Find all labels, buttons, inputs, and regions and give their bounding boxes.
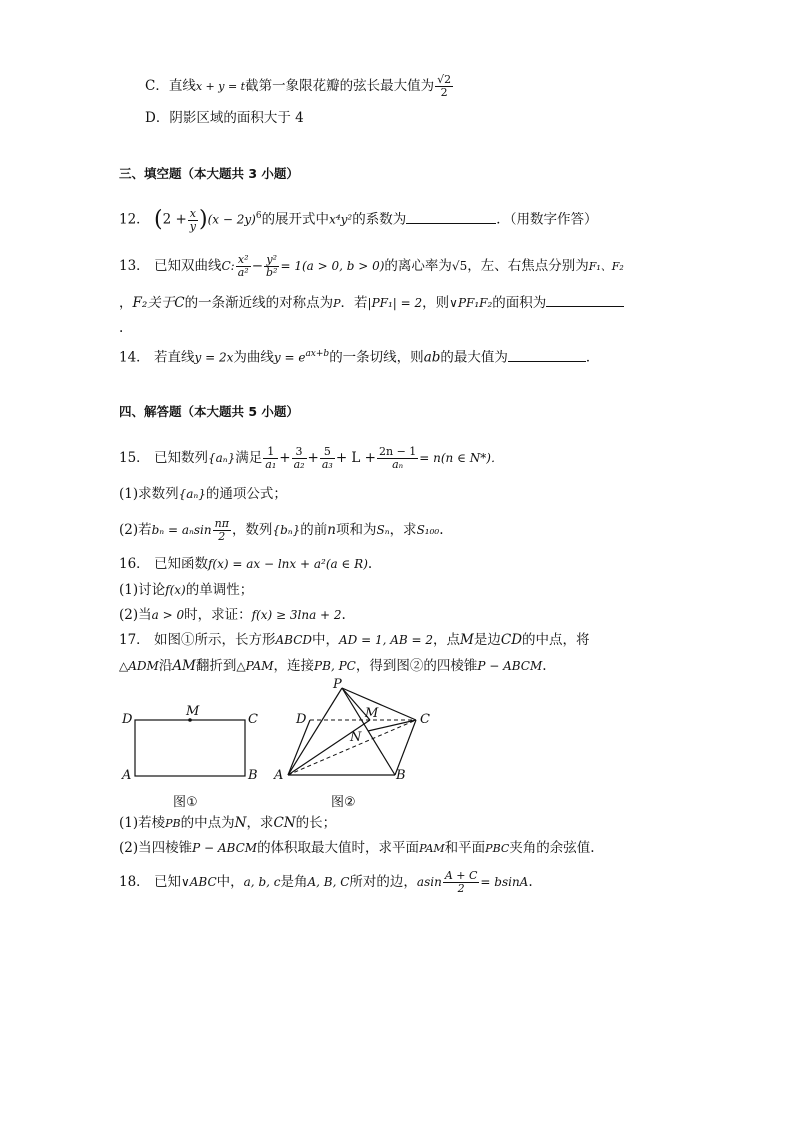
fraction bbox=[213, 518, 231, 543]
math-expr: AM bbox=[172, 658, 196, 674]
option-text: 阴影区域的面积大于 4 bbox=[169, 110, 304, 126]
frac-den: a₁ bbox=[265, 458, 277, 471]
frac-num: 3 bbox=[292, 446, 307, 459]
question-text: . bbox=[367, 556, 373, 572]
paren: ( bbox=[153, 207, 163, 232]
frac-den: y bbox=[189, 219, 196, 233]
question-text: 中， bbox=[312, 632, 339, 648]
question-text: 的一条渐近线的对称点为 bbox=[184, 295, 334, 311]
question-text: 的通项公式； bbox=[205, 486, 287, 502]
option-text: 直线 bbox=[168, 78, 196, 94]
fig1-label-a: A bbox=[122, 768, 132, 783]
math-expr: f(x) = ax − lnx + a²(a ∈ R) bbox=[207, 557, 368, 571]
frac-num: A + C bbox=[444, 869, 478, 882]
fig1-label-d: D bbox=[122, 712, 133, 727]
fraction bbox=[264, 254, 279, 279]
math-expr: A, B, C bbox=[307, 875, 350, 889]
math-expr: AD = 1, AB = 2 bbox=[339, 633, 434, 647]
question-17-part-2 bbox=[119, 838, 595, 859]
math-expr: (x − 2y) bbox=[207, 212, 256, 227]
question-text: ，左、右焦点分别为 bbox=[467, 258, 589, 274]
question-text: (1)若棱 bbox=[119, 815, 166, 831]
operator: − bbox=[251, 258, 263, 274]
math-expr: = n(n ∈ N*)． bbox=[419, 451, 503, 465]
math-expr: P − ABCM bbox=[477, 659, 543, 673]
math-expr: PB, PC bbox=[314, 659, 356, 673]
fraction bbox=[377, 446, 418, 471]
frac-den: b² bbox=[266, 266, 278, 279]
fig1-label-c: C bbox=[248, 712, 258, 727]
frac-den: aₙ bbox=[392, 458, 404, 471]
fig2-label-a: A bbox=[274, 768, 284, 783]
option-text: 截第一象限花瓣的弦长最大值为 bbox=[245, 78, 435, 94]
question-text: 的系数为 bbox=[352, 211, 407, 228]
fig2-label-n: N bbox=[350, 730, 362, 745]
rectangle-abcd bbox=[135, 720, 245, 776]
question-text: 沿 bbox=[158, 658, 173, 674]
frac-num: √2 bbox=[437, 73, 452, 86]
fig2-label-p: P bbox=[333, 677, 342, 692]
question-number: 18． bbox=[119, 874, 150, 890]
option-label: C． bbox=[145, 78, 169, 94]
question-16-part-2 bbox=[119, 605, 346, 625]
question-number: 16． bbox=[119, 556, 150, 572]
question-14 bbox=[119, 344, 599, 368]
question-17-cont bbox=[119, 656, 547, 676]
question-15: 15． 已知数列{aₙ}满足 $\frac{1}{\text{a₁}}$ + $\frac{3}{\text{a₂}}$ + $\frac{5}{\text{a₃}}$ + L + $\frac{2n - 1}{\text{aₙ}}$ = n(n ∈ N*)． bbox=[119, 445, 503, 471]
fig1-label-m: M bbox=[186, 704, 200, 719]
edge-am bbox=[288, 720, 370, 775]
exponent: 6 bbox=[255, 211, 262, 221]
frac-den: 2 bbox=[218, 530, 226, 543]
question-text: (2)当 bbox=[119, 607, 152, 623]
fraction bbox=[292, 446, 307, 471]
question-text: 的最大值为 bbox=[440, 349, 508, 366]
math-expr: Sₙ bbox=[376, 523, 390, 537]
frac-num: nπ bbox=[214, 517, 229, 530]
question-text: . bbox=[528, 874, 533, 890]
paren: ) bbox=[199, 207, 208, 232]
math-expr: f(x) bbox=[165, 583, 186, 597]
math-expr: PAM bbox=[419, 842, 445, 855]
math-expr: f(x) ≥ 3lna + 2 bbox=[251, 608, 342, 622]
answer-blank[interactable] bbox=[546, 292, 624, 307]
question-17-part-1 bbox=[119, 813, 336, 834]
fraction bbox=[263, 446, 278, 471]
frac-num: 2n − 1 bbox=[378, 445, 417, 458]
question-text: ，得到图②的四棱锥 bbox=[355, 658, 478, 674]
math-expr: a, b, c bbox=[243, 875, 281, 889]
question-text: (1)讨论 bbox=[119, 582, 166, 598]
fig2-label-d: D bbox=[296, 712, 307, 727]
math-expr: x + y = t bbox=[195, 80, 246, 93]
math-expr: = bsinA bbox=[480, 875, 529, 889]
question-text: 满足 bbox=[235, 450, 263, 466]
edge-bc bbox=[395, 720, 416, 775]
question-16-part-1 bbox=[119, 580, 253, 600]
frac-den: a² bbox=[237, 266, 249, 279]
section-heading: 三、填空题（本大题共 3 小题） bbox=[119, 166, 299, 181]
frac-num: 5 bbox=[320, 446, 335, 459]
math-expr: a > 0 bbox=[151, 608, 185, 622]
question-text: 的长； bbox=[295, 815, 337, 831]
question-text: 已知双曲线 bbox=[153, 258, 222, 274]
question-text: 的一条切线，则 bbox=[329, 349, 424, 366]
question-text: 的中点为 bbox=[180, 815, 235, 831]
frac-den: 2 bbox=[457, 882, 465, 895]
math-expr: △PAM bbox=[236, 659, 274, 673]
question-text: ，连接 bbox=[273, 658, 315, 674]
math-expr: = 1(a > 0, b > 0) bbox=[280, 259, 385, 273]
math-expr: bₙ = aₙsin bbox=[151, 523, 212, 537]
question-text: ，点 bbox=[433, 632, 461, 648]
question-15-part-2 bbox=[119, 518, 444, 543]
question-text: . bbox=[439, 522, 444, 538]
math-expr: CD bbox=[500, 632, 523, 648]
fig2-label-c: C bbox=[420, 712, 430, 727]
question-13-cont bbox=[119, 292, 624, 314]
question-text: ，则 bbox=[422, 295, 450, 311]
fraction bbox=[188, 208, 198, 233]
math-expr: N bbox=[234, 815, 247, 831]
math-expr: |PF₁| = 2 bbox=[367, 296, 423, 310]
math-expr: △ADM bbox=[119, 659, 159, 673]
question-18 bbox=[119, 870, 533, 895]
question-17 bbox=[119, 630, 590, 650]
fig2-label-b: B bbox=[396, 768, 406, 783]
option-c bbox=[145, 74, 454, 99]
question-text: (1)求数列 bbox=[119, 486, 179, 502]
edge-pa bbox=[288, 688, 342, 775]
question-text: 项和为 bbox=[335, 522, 377, 538]
answer-blank[interactable] bbox=[406, 209, 496, 224]
segment-cn bbox=[368, 720, 416, 731]
option-label: D． bbox=[145, 110, 170, 126]
question-number: 15． bbox=[119, 450, 150, 466]
question-16 bbox=[119, 554, 372, 574]
question-13-end: . bbox=[119, 320, 124, 336]
math-expr: P − ABCM bbox=[192, 841, 258, 855]
math-expr: P bbox=[333, 297, 341, 310]
question-number: 14． bbox=[119, 349, 150, 366]
question-text: 为曲线 bbox=[233, 349, 274, 366]
question-text: 的单调性； bbox=[185, 582, 254, 598]
question-text: 和平面 bbox=[444, 840, 486, 856]
math-expr: x⁴y² bbox=[329, 212, 353, 227]
math-expr: C: bbox=[221, 259, 235, 273]
question-text: 的体积取最大值时，求平面 bbox=[257, 840, 420, 856]
fig2-label-m: M bbox=[365, 706, 379, 721]
question-text: 时，求证： bbox=[184, 607, 252, 623]
frac-num: y² bbox=[264, 254, 279, 267]
question-text: (2)当四棱锥 bbox=[119, 840, 193, 856]
frac-num: x bbox=[189, 206, 196, 220]
math-expr: n bbox=[327, 522, 336, 538]
question-text: ．（用数字作答） bbox=[496, 211, 598, 228]
frac-den: 2 bbox=[440, 86, 448, 99]
question-text: ，求 bbox=[246, 815, 274, 831]
question-text: 的展开式中 bbox=[261, 211, 330, 228]
question-text: ，求 bbox=[389, 522, 417, 538]
math-expr: CN bbox=[273, 815, 296, 831]
question-text: 是角 bbox=[280, 874, 308, 890]
operator: + L + bbox=[335, 450, 376, 466]
question-text: 的离心率为 bbox=[384, 258, 452, 274]
frac-den: a₂ bbox=[293, 458, 305, 471]
question-text: 若直线 bbox=[153, 349, 195, 366]
fraction bbox=[443, 870, 480, 895]
figure-2-caption: 图② bbox=[331, 795, 356, 810]
question-text: 夹角的余弦值. bbox=[509, 840, 595, 856]
math-expr: asin bbox=[416, 875, 442, 889]
question-number: 13． bbox=[119, 258, 150, 274]
question-text: 中， bbox=[216, 874, 244, 890]
frac-num: 1 bbox=[263, 446, 278, 459]
frac-den: a₃ bbox=[321, 458, 333, 471]
math-expr: 2 + bbox=[162, 211, 187, 228]
math-expr: C bbox=[174, 295, 185, 311]
math-expr: {aₙ} bbox=[178, 487, 206, 501]
question-text: 如图①所示，长方形 bbox=[153, 632, 276, 648]
exponent: ax+b bbox=[305, 349, 330, 359]
edge-pc bbox=[342, 688, 416, 720]
math-expr: y = 2x bbox=[194, 350, 234, 365]
question-text: ， bbox=[119, 295, 133, 311]
question-text: 所对的边， bbox=[349, 874, 417, 890]
question-text: ．若 bbox=[340, 295, 368, 311]
math-expr: M bbox=[460, 632, 474, 648]
math-expr: {bₙ} bbox=[272, 523, 301, 537]
question-text: 翻折到 bbox=[195, 658, 237, 674]
math-expr: y = e bbox=[273, 350, 306, 365]
math-expr: ∨PF₁F₂ bbox=[449, 296, 493, 310]
question-13 bbox=[119, 254, 624, 279]
math-expr: {aₙ} bbox=[207, 451, 236, 465]
question-15-part-1 bbox=[119, 484, 287, 504]
question-12 bbox=[119, 206, 597, 233]
math-expr: PBC bbox=[485, 842, 510, 855]
fraction bbox=[236, 254, 251, 279]
question-text: (2)若 bbox=[119, 522, 152, 538]
math-expr: F₂关于 bbox=[132, 295, 175, 311]
math-expr: ABCD bbox=[275, 633, 312, 647]
option-d bbox=[145, 108, 304, 128]
question-text: 是边 bbox=[473, 632, 501, 648]
question-text: 已知数列 bbox=[153, 450, 208, 466]
question-number: 17． bbox=[119, 632, 150, 648]
question-text: . bbox=[542, 658, 547, 674]
math-expr: PB bbox=[165, 817, 181, 830]
answer-blank[interactable] bbox=[508, 347, 586, 362]
question-text: 的面积为 bbox=[492, 295, 547, 311]
math-expr: F₁、F₂ bbox=[588, 260, 624, 273]
math-expr: S₁₀₀ bbox=[416, 523, 440, 537]
edge-ad bbox=[288, 720, 310, 775]
question-text: ，数列 bbox=[231, 522, 273, 538]
math-expr: ∨ABC bbox=[180, 875, 217, 889]
question-text: . bbox=[341, 607, 346, 623]
frac-num: x² bbox=[236, 254, 251, 267]
question-text: 已知 bbox=[153, 874, 181, 890]
question-text: ． bbox=[585, 349, 600, 366]
question-text: 的中点，将 bbox=[522, 632, 590, 648]
fig1-label-b: B bbox=[248, 768, 258, 783]
math-expr: √5 bbox=[451, 259, 468, 273]
section-heading: 四、解答题（本大题共 5 小题） bbox=[119, 404, 299, 419]
fraction bbox=[320, 446, 335, 471]
fraction bbox=[435, 74, 453, 99]
figure-1-caption: 图① bbox=[173, 795, 198, 810]
math-expr: ab bbox=[423, 349, 441, 366]
question-number: 12． bbox=[119, 211, 150, 228]
question-text: 的前 bbox=[300, 522, 328, 538]
question-text: 已知函数 bbox=[153, 556, 208, 572]
